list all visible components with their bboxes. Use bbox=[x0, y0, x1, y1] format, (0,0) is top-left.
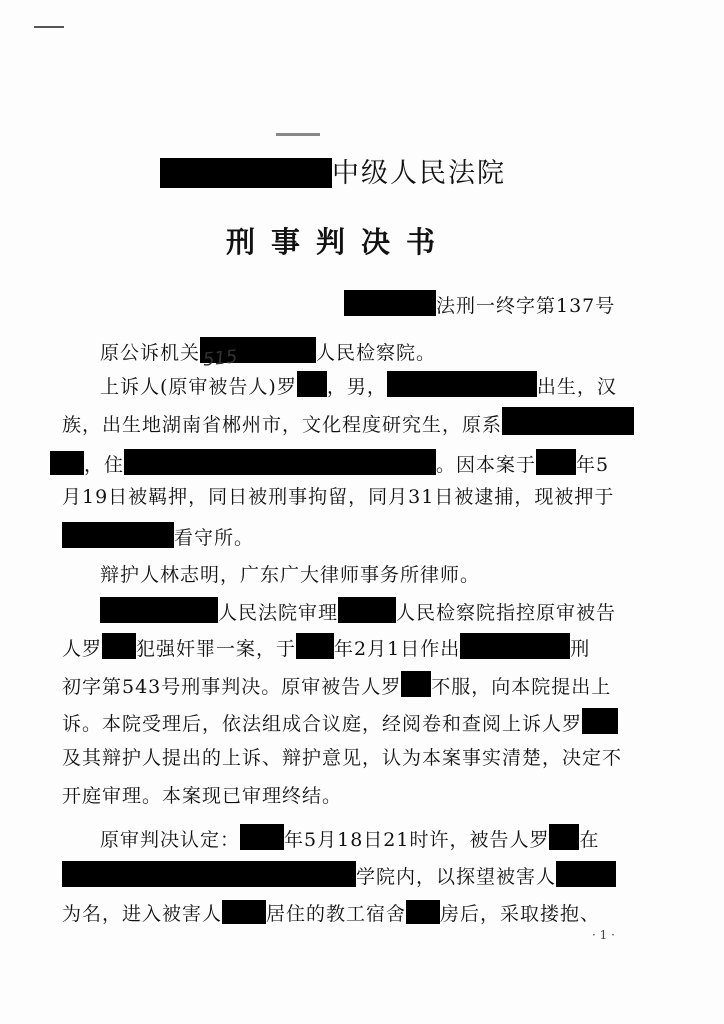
redaction-block bbox=[460, 633, 570, 659]
paragraph-appellant-line: 看守所。 bbox=[62, 522, 254, 550]
redaction-block bbox=[160, 158, 332, 188]
court-title bbox=[160, 158, 506, 190]
paragraph-procedure-line: 人民法院审理 人民检察院指控原审被告 bbox=[100, 597, 616, 625]
redaction-block bbox=[549, 824, 579, 850]
handwritten-annotation: 515 bbox=[201, 346, 239, 371]
redaction-block bbox=[297, 371, 327, 397]
redaction-block bbox=[387, 371, 537, 397]
case-number: 法刑一终字第137号 bbox=[344, 290, 615, 318]
redaction-block bbox=[240, 824, 284, 850]
paragraph-prosecutor: 原公诉机关 人民检察院。 bbox=[100, 337, 436, 365]
redaction-block bbox=[62, 522, 174, 548]
court-title-text: 中级人民法院 bbox=[332, 158, 506, 189]
redaction-block bbox=[536, 449, 576, 475]
scan-mark bbox=[276, 133, 320, 136]
redaction-block bbox=[296, 633, 334, 659]
redaction-block bbox=[100, 597, 218, 623]
paragraph-procedure-line: 诉。本院受理后，依法组成合议庭，经阅卷和查阅上诉人罗 bbox=[62, 708, 618, 736]
paragraph-procedure-line: 及其辩护人提出的上诉、辩护意见，认为本案事实清楚，决定不 bbox=[62, 747, 623, 769]
redaction-block bbox=[124, 449, 436, 475]
paragraph-finding-line: 为名，进入被害人 居住的教工宿舍 房后，采取搂抱、 bbox=[62, 900, 600, 926]
paragraph-procedure-line: 开庭审理。本案现已审理终结。 bbox=[62, 785, 343, 807]
redaction-block bbox=[582, 708, 618, 734]
redaction-block bbox=[502, 407, 634, 435]
redaction-block bbox=[556, 861, 616, 887]
paragraph-appellant-line: 上诉人(原审被告人)罗 ，男， 出生，汉 bbox=[100, 371, 617, 399]
redaction-block bbox=[401, 671, 431, 697]
redaction-block bbox=[50, 451, 84, 475]
redaction-block bbox=[102, 633, 136, 659]
scan-mark bbox=[34, 26, 64, 28]
paragraph-finding-line: 原审判决认定： 年5月18日21时许，被告人罗 在 bbox=[100, 824, 599, 852]
redaction-block bbox=[62, 861, 356, 887]
paragraph-procedure-line: 人罗 犯强奸罪一案，于 年2月1日作出 刑 bbox=[62, 633, 590, 661]
paragraph-appellant-line: ，住 。因本案于 年5 bbox=[50, 449, 609, 477]
redaction-block bbox=[222, 900, 266, 924]
document-title: 刑事判决书 bbox=[226, 225, 452, 259]
redaction-block bbox=[338, 597, 396, 623]
paragraph-appellant-line: 月19日被羁押，同日被刑事拘留，同月31日被逮捕，现被押于 bbox=[62, 486, 615, 508]
paragraph-defender: 辩护人林志明，广东广大律师事务所律师。 bbox=[100, 564, 481, 586]
paragraph-procedure-line: 初字第543号刑事判决。原审被告人罗 不服，向本院提出上 bbox=[62, 671, 611, 699]
paragraph-appellant-line: 族，出生地湖南省郴州市，文化程度研究生，原系 bbox=[62, 407, 634, 437]
page-number: · 1 · bbox=[592, 928, 615, 942]
paragraph-finding-line: 学院内，以探望被害人 bbox=[62, 861, 616, 889]
redaction-block bbox=[344, 290, 436, 316]
redaction-block bbox=[406, 900, 440, 924]
